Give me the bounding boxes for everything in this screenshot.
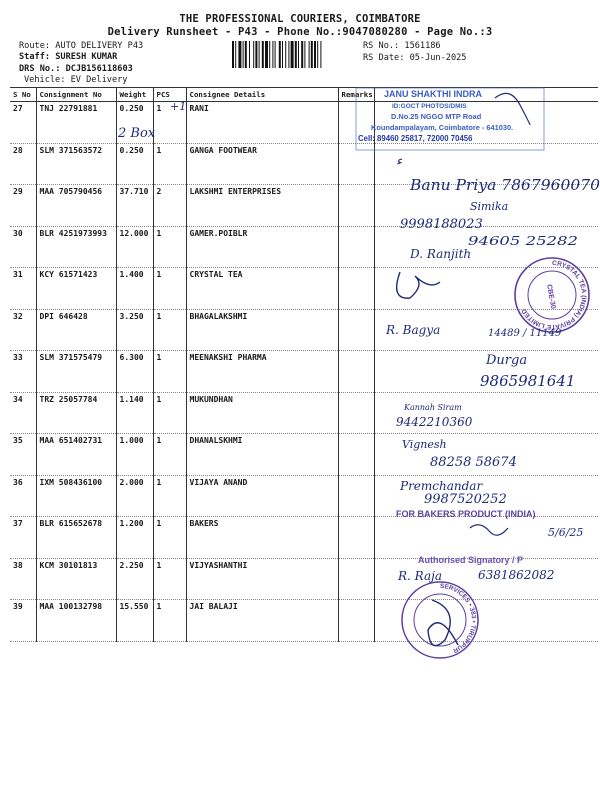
hand-tick-28: ء [396,154,403,169]
col-consignment: Consignment No [36,88,116,102]
row-remarks [338,143,374,185]
row-sno: 39 [10,600,36,642]
row-weight: 1.140 [116,392,153,434]
table-row [10,185,598,227]
row-sno: 28 [10,143,36,185]
row-remarks [338,517,374,559]
row-weight: 0.250 [116,143,153,185]
row-weight: 6.300 [116,351,153,393]
row-sno: 32 [10,309,36,351]
row-remarks [338,226,374,268]
table-row [10,600,598,642]
row-consignee: BAKERS [186,517,338,559]
hand-row37-name: Premchandar [400,479,483,493]
row-sno: 36 [10,475,36,517]
row-consignee: CRYSTAL TEA [186,268,338,310]
runsheet-subtitle: Delivery Runsheet - P43 - Phone No.:9047080280 - Page No.:3 [107,26,493,38]
row-consignee: DHANALSKHMI [186,434,338,476]
table-row [10,102,598,144]
row-pcs: 1 [153,517,186,559]
row-remarks [338,392,374,434]
row-signature [374,185,598,227]
row-pcs: 1 [153,309,186,351]
row-consignment: SLM 371563572 [36,143,116,185]
row-weight: 2.000 [116,475,153,517]
row-pcs: 1 [153,600,186,642]
row-weight: 3.250 [116,309,153,351]
table-row [10,226,598,268]
row-consignee: MUKUNDHAN [186,392,338,434]
runsheet-table [10,87,598,642]
row-consignment: KCM 30101813 [36,558,116,600]
row-consignee: VIJAYA ANAND [186,475,338,517]
col-weight: Weight [116,88,153,102]
row-consignment: IXM 508436100 [36,475,116,517]
table-row [10,143,598,185]
row-weight: 1.200 [116,517,153,559]
col-consignee: Consignee Details [186,88,338,102]
row-consignment: MAA 100132798 [36,600,116,642]
rs-number: RS No.: 1561186 [363,41,441,51]
stamp-janu-line5: Cell: 89460 25817, 72000 70456 [358,134,473,143]
row-signature [374,268,598,310]
row-signature [374,558,598,600]
row-sno: 34 [10,392,36,434]
row-sno: 37 [10,517,36,559]
col-remarks: Remarks [338,88,374,102]
row-sno: 31 [10,268,36,310]
row-pcs: 1 [153,226,186,268]
row-remarks [338,600,374,642]
hand-row36-name: Vignesh [402,438,447,451]
rs-date: RS Date: 05-Jun-2025 [363,53,467,63]
row-signature [374,600,598,642]
col-pcs: PCS [153,88,186,102]
hand-box-note: 2 Box [118,126,156,141]
row-weight: 1.400 [116,268,153,310]
drs-number: DRS No.: DCJB156118603 [19,64,133,74]
row-sno: 27 [10,102,36,144]
row-signature [374,392,598,434]
row-consignee: GANGA FOOTWEAR [186,143,338,185]
hand-row30-phone: 94605 25282 [468,234,578,248]
row-remarks [338,268,374,310]
hand-row37-date: 5/6/25 [548,526,584,539]
stamp-janu-name: JANU SHAKTHI INDRA [384,89,483,99]
row-consignee: LAKSHMI ENTERPRISES [186,185,338,227]
row-consignment: TRZ 25057784 [36,392,116,434]
row-sno: 38 [10,558,36,600]
hand-row29-sig: Banu Priya 7867960070 [408,176,600,194]
hand-row38-name: R. Raja [398,569,443,583]
row-weight: 12.000 [116,226,153,268]
row-signature [374,475,598,517]
stamp-janu-line2: ID:GOCT PHOTOS/DMIS [392,103,467,110]
row-consignment: MAA 651402731 [36,434,116,476]
col-signature [374,88,598,102]
hand-row38-phone: 6381862082 [478,568,555,582]
row-consignee: VIJYASHANTHI [186,558,338,600]
company-title: THE PROFESSIONAL COURIERS, COIMBATORE [179,13,421,25]
row-signature [374,351,598,393]
row-signature [374,434,598,476]
vehicle-label: Vehicle: EV Delivery [24,75,128,85]
row-signature [374,517,598,559]
row-consignment: BLR 4251973993 [36,226,116,268]
row-remarks [338,475,374,517]
row-consignment: BLR 615652678 [36,517,116,559]
row-remarks [338,434,374,476]
row-pcs: 1 [153,475,186,517]
hand-row35-phone: 9442210360 [396,415,473,429]
row-sno: 30 [10,226,36,268]
row-consignee: GAMER.POIBLR [186,226,338,268]
table-row [10,475,598,517]
row-weight: 1.000 [116,434,153,476]
row-pcs: 1 [153,102,186,144]
hand-row29-sig2: Simika [470,200,509,213]
hand-row36-phone: 88258 58674 [430,455,517,470]
hand-row29-phone: 9998188023 [400,217,483,232]
table-row [10,351,598,393]
row-pcs: 1 [153,351,186,393]
row-consignment: SLM 371575479 [36,351,116,393]
row-weight: 37.710 [116,185,153,227]
row-consignee: BHAGALAKSHMI [186,309,338,351]
col-sno: S No [10,88,36,102]
hand-pcs-note: +1 [170,100,187,113]
row-remarks [338,309,374,351]
table-row [10,268,598,310]
row-remarks [338,351,374,393]
hand-row30-name: D. Ranjith [410,247,472,261]
row-remarks [338,558,374,600]
row-weight: 15.550 [116,600,153,642]
row-signature [374,309,598,351]
row-sno: 29 [10,185,36,227]
row-sno: 33 [10,351,36,393]
hand-row33-sig: Durga [486,353,528,368]
row-consignment: TNJ 22791881 [36,102,116,144]
row-signature [374,226,598,268]
route-label: Route: AUTO DELIVERY P43 [19,41,144,51]
stamp-crystal-ring: CRYSTAL TEA (INDIA) PRIVATE LIMITED [520,259,587,331]
row-pcs: 1 [153,268,186,310]
row-weight: 2.250 [116,558,153,600]
row-pcs: 1 [153,434,186,476]
row-sno: 35 [10,434,36,476]
table-row [10,558,598,600]
row-pcs: 2 [153,185,186,227]
row-remarks [338,102,374,144]
table-row [10,434,598,476]
row-signature [374,102,598,144]
row-consignment: MAA 705790456 [36,185,116,227]
table-header-row [10,88,598,102]
row-consignee: MEENAKSHI PHARMA [186,351,338,393]
barcode-icon [232,41,358,68]
hand-row34-phone: 9865981641 [480,372,576,390]
row-pcs: 1 [153,143,186,185]
hand-row37-phone: 9987520252 [424,492,507,507]
row-signature [374,143,598,185]
stamp-janu-line4: Koundampalayam, Coimbatore - 641030. [371,123,514,132]
table-row [10,392,598,434]
row-pcs: 1 [153,392,186,434]
stamp-authorised: Authorised Signatory / P [418,555,524,565]
row-remarks [338,185,374,227]
row-consignment: DPI 646428 [36,309,116,351]
row-consignee: JAI BALAJI [186,600,338,642]
stamp-crystal-center: CBE-30 [545,283,557,310]
table-row [10,517,598,559]
row-consignment: KCY 61571423 [36,268,116,310]
row-consignee: RANI [186,102,338,144]
stamp-services-ring: SERVICES • 383 • TIRUPPUR [439,582,477,654]
stamp-bakers: FOR BAKERS PRODUCT (INDIA) [396,509,536,519]
hand-row33-date: 14489 / 11149 [488,328,562,339]
table-row [10,309,598,351]
row-pcs: 1 [153,558,186,600]
row-weight: 0.250 [116,102,153,144]
stamp-janu-line3: D.No.25 NGGO MTP Road [391,112,482,121]
hand-row33-name: R. Bagya [386,323,441,337]
staff-label: Staff: SURESH KUMAR [19,52,118,62]
hand-row35-name: Kannah Siram [404,403,462,412]
